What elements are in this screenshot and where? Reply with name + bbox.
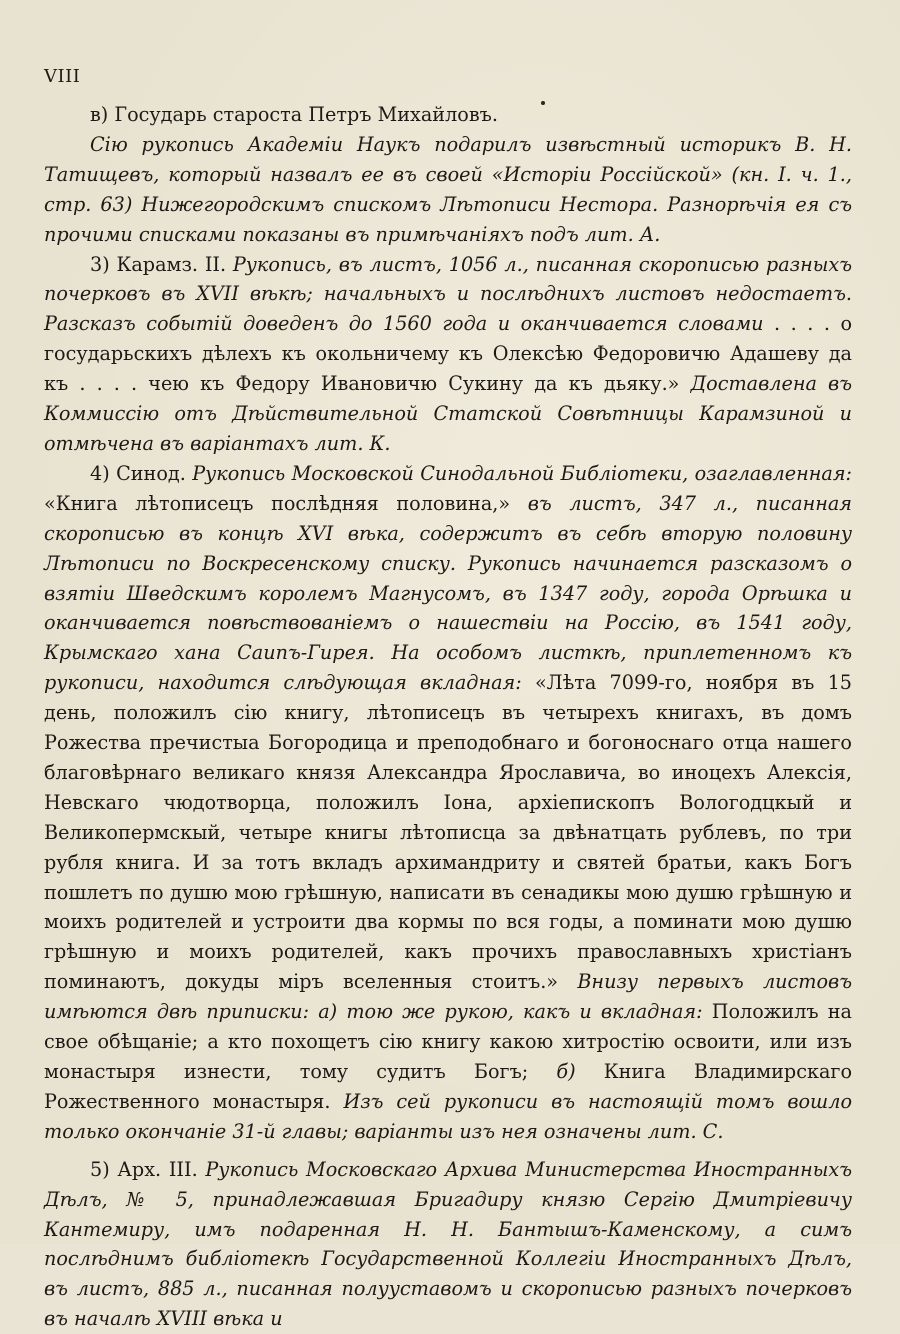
page-number: VIII xyxy=(44,66,81,87)
italic-text-run: въ листъ, 347 л., писанная скорописью въ концѣ XVI вѣка, содержитъ въ себѣ вторую половину Лѣтописи по Воскресенскому списку. Рукопись начинается разсказомъ о взятіи Шведскимъ королемъ Магнусомъ, въ 1347 году, города Орѣшка и оканчивается повѣствованіемъ о нашествіи на Россію, въ 1541 году, Крымскаго хана Саипъ-Гирея. На особомъ листкѣ, приплетенномъ къ рукописи, находится слѣдующая вкладная: xyxy=(44,491,852,695)
italic-text-run: Внизу первыхъ листовъ имѣются двѣ приписки: а) тою же рукою, какъ и вкладная: xyxy=(44,970,852,1024)
roman-text-run: 5) Арх. III. xyxy=(90,1157,206,1181)
italic-text-run: Изъ сей рукописи въ настоящій томъ вошло только окончаніе 31-й главы; варіанты изъ нея означены лит. С. xyxy=(44,1089,852,1143)
roman-text-run: «Книга лѣтописецъ послѣдняя половина,» xyxy=(44,491,528,515)
roman-text-run: Книга Владимирскаго Рожественного монастыря. xyxy=(44,1060,852,1113)
roman-text-run: Положилъ на свое обѣщаніе; а кто похощетъ сію книгу какою хитростію освоити, или изъ монастыря изнести, тому судитъ Богъ; xyxy=(44,1000,852,1083)
italic-text-run: Доставлена въ Коммиссію отъ Дѣйствительной Статской Совѣтницы Карамзиной и отмѣчена въ варіантахъ лит. К. xyxy=(44,372,853,455)
italic-text-run: Рукопись, въ листъ, 1056 л., писанная скорописью разныхъ почерковъ въ XVII вѣкѣ; начальныхъ и послѣднихъ листовъ недостаетъ. Разсказъ событій доведенъ до 1560 года и оканчивается словами xyxy=(44,252,852,336)
italic-text-run: Сію рукопись Академіи Наукъ подарилъ извѣстный историкъ В. Н. Татищевъ, который назвалъ ее въ своей «Исторіи Россійской» (кн. I. ч. 1., стр. 63) Нижегородскимъ спискомъ Лѣтописи Нестора. Разнорѣчія ея съ прочими списками показаны въ примѣчаніяхъ подъ лит. А. xyxy=(44,132,852,246)
roman-text-run: в) Государь староста Петръ Михайловъ. xyxy=(90,103,498,126)
paragraph xyxy=(44,100,852,130)
paragraph xyxy=(44,130,852,250)
page-body xyxy=(44,100,852,1334)
roman-text-run: 3) Карамз. II. xyxy=(90,252,233,276)
roman-text-run: 4) Синод. xyxy=(90,461,193,485)
italic-text-run: б) xyxy=(556,1060,604,1083)
italic-text-run: Рукопись Московскаго Архива Министерства Иностранныхъ Дѣлъ, № 5, принадлежавшая Бригадиру князю Сергію Дмитріевичу Кантемиру, имъ подаренная Н. Н. Бантышъ-Каменскому, а симъ послѣднимъ библіотекѣ Государственной Коллегіи Иностранныхъ Дѣлъ, въ листъ, 885 л., писанная полууставомъ и скорописью разныхъ почерковъ въ началѣ XVIII вѣка и xyxy=(44,1157,853,1331)
paragraph xyxy=(44,459,852,1147)
roman-text-run: «Лѣта 7099-го, ноября въ 15 день, положилъ сію книгу, лѣтописецъ въ четырехъ книгахъ, въ домъ Рожества пречистыа Богородица и преподобнаго и богоноснаго отца нашего благовѣрнаго великаго князя Александра Ярославича, во иноцехъ Алексія, Невскаго чюдотворца, положилъ Іона, архіепископъ Вологодцкый и Великопермскый, четыре книгы лѣтописца за двѣнатцать рублевъ, по три рубля книга. И за тотъ вкладъ архимандриту и святей братьи, какъ Богъ пошлетъ по душю мою грѣшную, написати въ сенадикы мою душю грѣшную и моихъ родителей и устроити два кормы по вся годы, а поминати мою душю грѣшную и моихъ родителей, какъ прочихъ православныхъ христіанъ поминаютъ, докуды міръ вселенныя стоитъ.» xyxy=(44,671,852,994)
paragraph xyxy=(44,1155,852,1334)
paragraph xyxy=(44,250,852,459)
italic-text-run: Рукопись Московской Синодальной Библіотеки, озаглавленная: xyxy=(192,461,853,485)
roman-text-run: . . . . о государьскихъ дѣлехъ къ окольничему къ Олексѣю Федоровичю Адашеву да къ . . . . чею къ Федору Ивановичю Сукину да къ дьяку.» xyxy=(44,312,852,396)
